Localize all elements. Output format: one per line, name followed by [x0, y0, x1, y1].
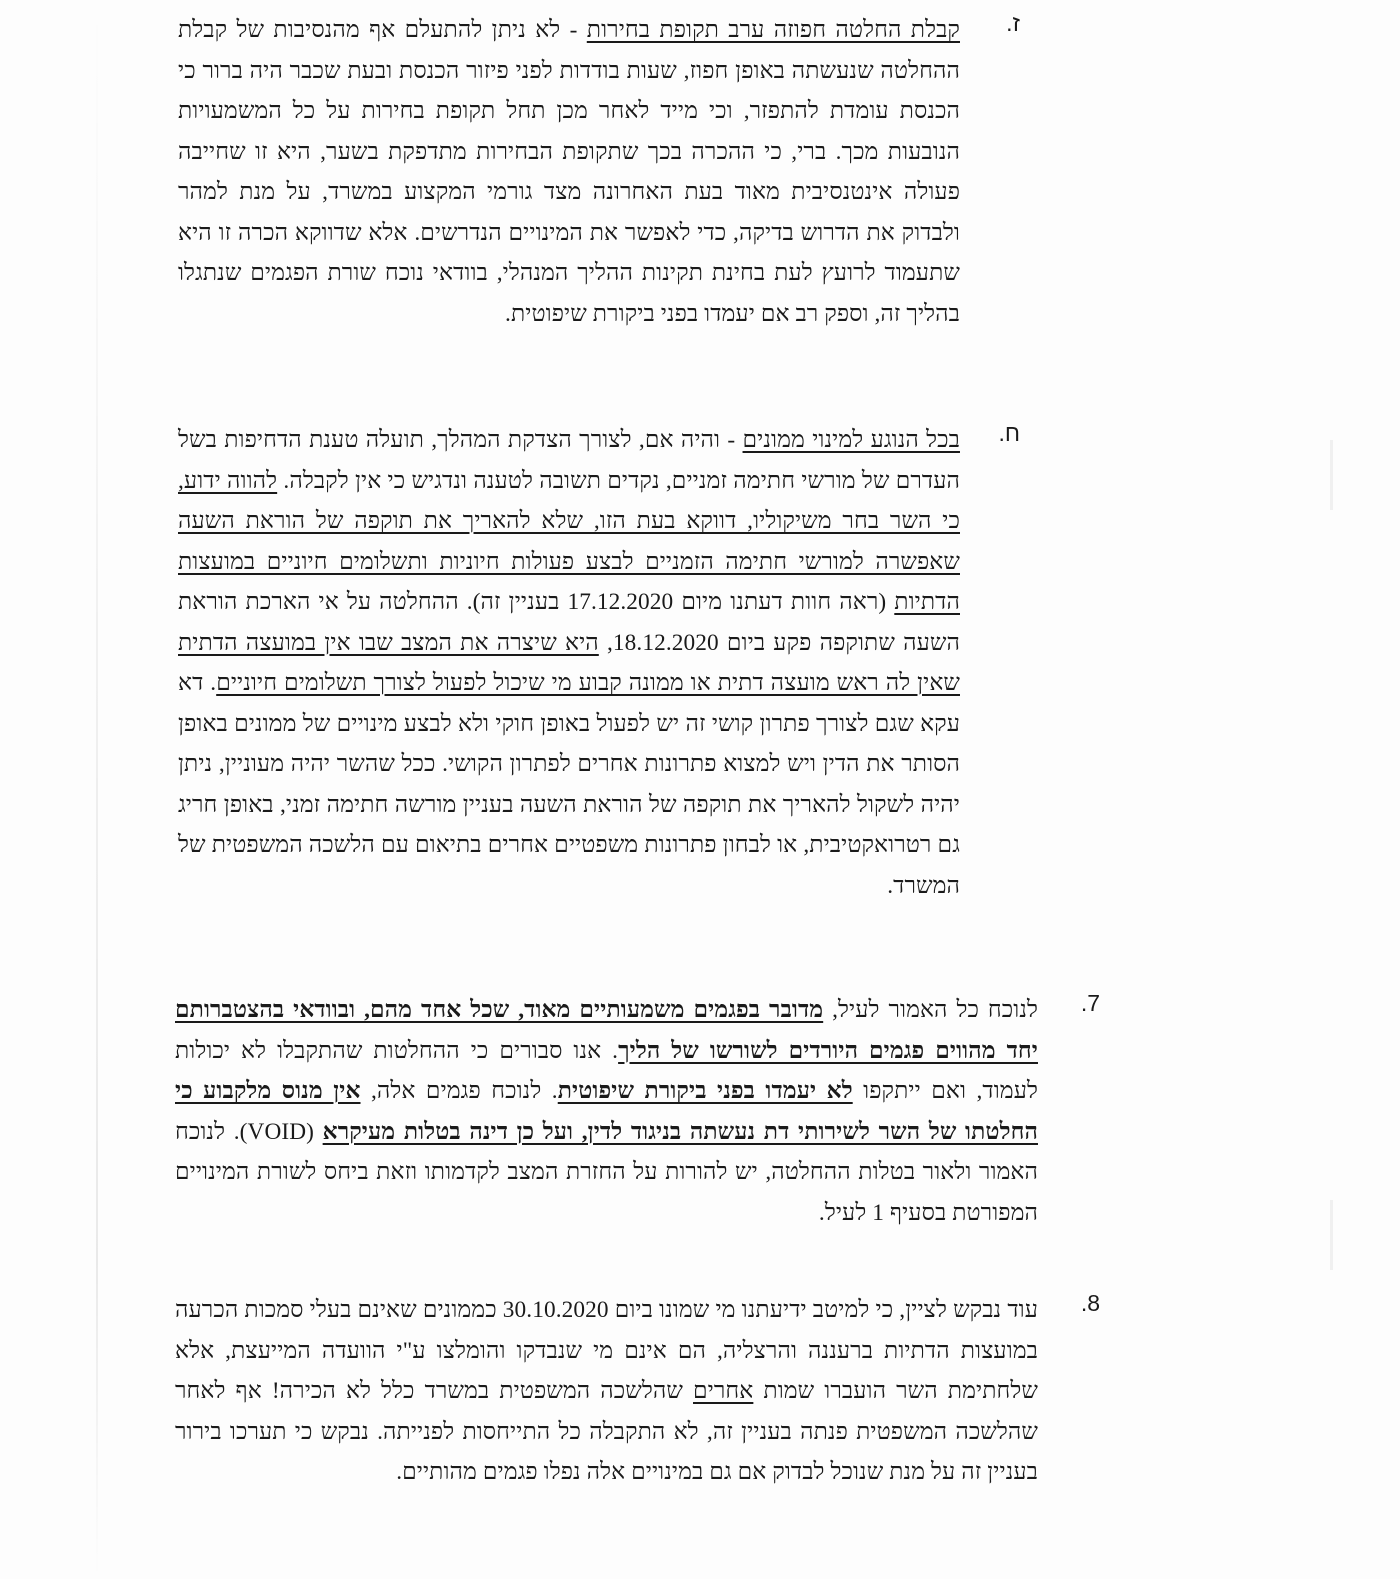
section-h: [178, 420, 1020, 906]
text-run: . אנו סבורים כי ההחלטות שהתקבלו לא יכולות לעמוד, ואם ייתקפו: [175, 1037, 1038, 1104]
section-heading: קבלת החלטה חפוזה ערב תקופת בחירות: [586, 17, 960, 43]
text-run: בעניין זה). ההחלטה על אי הארכת הוראת השעה שתוקפה פקע ביום: [178, 589, 960, 656]
text-run: שהלשכה המשפטית במשרד כלל לא הכירה! אף לאחר שהלשכה המשפטית פנתה בעניין זה, לא התקבלה כל התייחסות לפנייתה. נבקש כי תערכו בירור בעניין זה על מנת שנוכל לבדוק אם גם במינויים אלה נפלו פגמים מהותיים.: [175, 1378, 1038, 1485]
text-run: . לנוכח פגמים אלה,: [360, 1078, 558, 1104]
section-paragraph: [175, 1290, 1038, 1493]
section-marker: 8.: [1080, 1290, 1100, 1316]
section-marker: 7.: [1080, 990, 1100, 1016]
section-marker: ח.: [998, 420, 1020, 446]
section-z: [178, 10, 1020, 334]
scan-edge-shadow: [96, 0, 98, 1579]
date-text: 18.12.2020: [612, 629, 719, 656]
section-7: [175, 990, 1100, 1233]
section-paragraph: [178, 10, 960, 334]
section-heading: בכל הנוגע למינוי ממונים: [742, 427, 960, 453]
section-text: - לא ניתן להתעלם אף מהנסיבות של קבלת ההחלטה שנעשתה באופן חפוז, שעות בודדות לפני פיזור הכנסת ובעת שכבר היה ברור כי הכנסת עומדת להתפזר, וכי מייד לאחר מכן תחל תקופת בחירות על כל המשמעויות הנובעות מכך. ברי, כי ההכרה בכך שתקופת הבחירות מתדפקת בשער, היא זו שחייבה פעולה אינטנסיבית מאוד בעת האחרונה מצד גורמי המקצוע במשרד, על מנת למהר ולבדוק את הדרוש בדיקה, כדי לאפשר את המינויים הנדרשים. אלא שדווקא הכרה זו היא שתעמוד לרועץ לעת בחינת תקינות ההליך המנהלי, בוודאי נוכח שורת הפגמים שנתגלו בהליך זה, וספק רב אם יעמדו בפני ביקורת שיפוטית.: [178, 17, 960, 327]
text-run: ,: [598, 629, 613, 656]
text-run: ). לנוכח האמור ולאור בטלות ההחלטה, יש להורות על החזרת המצב לקדמותו וזאת ביחס לשורת המינויים המפורטת בסעיף 1 לעיל.: [175, 1118, 1038, 1226]
text-run: (ראה חוות דעתנו מיום: [673, 589, 895, 615]
text-run: . דא עקא שגם לצורך פתרון קושי זה יש לפעול באופן חוקי ולא לבצע מינויים של ממונים באופן הסותר את הדין ויש למצוא פתרונות אחרים לפתרון הקושי. ככל שהשר יהיה מעוניין, ניתן יהיה לשקול להאריך את תוקפה של הוראת השעה בעניין מורשה חתימה זמני, באופן חריג גם רטרואקטיבית, או לבחון פתרונות משפטיים אחרים בתיאום עם הלשכה המשפטית של המשרד.: [178, 670, 960, 899]
date-text: 17.12.2020: [567, 589, 674, 615]
underlined-text: אחרים: [693, 1378, 754, 1404]
text-run: (: [306, 1118, 323, 1145]
text-run: כממונים שאינם בעלי סמכות הכרעה במועצות הדתיות ברעננה והרצליה, הם אינם מי שנבדקו והומלצו ע"י הוועדה המייעצת, אלא שלחתימת השר הועברו שמות: [175, 1297, 1038, 1404]
text-run: - והיה אם, לצורך הצדקת המהלך, תועלה טענת הדחיפות בשל העדרם של מורשי חתימה זמניים, נקדים תשובה לטענה ונדגיש כי אין לקבלה.: [178, 427, 961, 494]
section-paragraph: [178, 420, 960, 906]
underlined-text: היא שיצרה את המצב שבו אין במועצה הדתית שאין לה ראש מועצה דתית או ממונה קבוע מי שיכול לפעול לצורך תשלומים חיוניים: [178, 629, 960, 696]
bold-underlined-text: מדובר בפגמים משמעותיים מאוד, שכל אחד מהם, ובוודאי בהצטברותם יחד מהווים פגמים היורדים לשורשו של הליך: [175, 997, 1038, 1064]
bold-underlined-text: לא יעמדו בפני ביקורת שיפוטית: [557, 1078, 853, 1104]
section-marker: ז.: [1006, 10, 1020, 36]
text-run: עוד נבקש לציין, כי למיטב ידיעתנו מי שמונו ביום: [608, 1297, 1038, 1323]
date-text: 30.10.2020: [502, 1297, 609, 1323]
scan-mark: [1330, 1200, 1333, 1270]
scan-mark: [1330, 440, 1333, 510]
section-paragraph: [175, 990, 1038, 1233]
void-term: VOID: [247, 1118, 307, 1145]
section-8: [175, 1290, 1100, 1493]
bold-underlined-text: אין מנוס מלקבוע כי החלטתו של השר לשירותי דת נעשתה בניגוד לדין, ועל כן דינה בטלות מעיקרא: [175, 1078, 1038, 1145]
underlined-text: להווה ידוע, כי השר בחר משיקוליו, דווקא בעת הזו, שלא להאריך את תוקפה של הוראת השעה שאפשרה למורשי חתימה הזמניים לבצע פעולות חיוניות ותשלומים חיוניים במועצות הדתיות: [178, 467, 960, 615]
text-run: לנוכח כל האמור לעיל,: [823, 997, 1039, 1023]
